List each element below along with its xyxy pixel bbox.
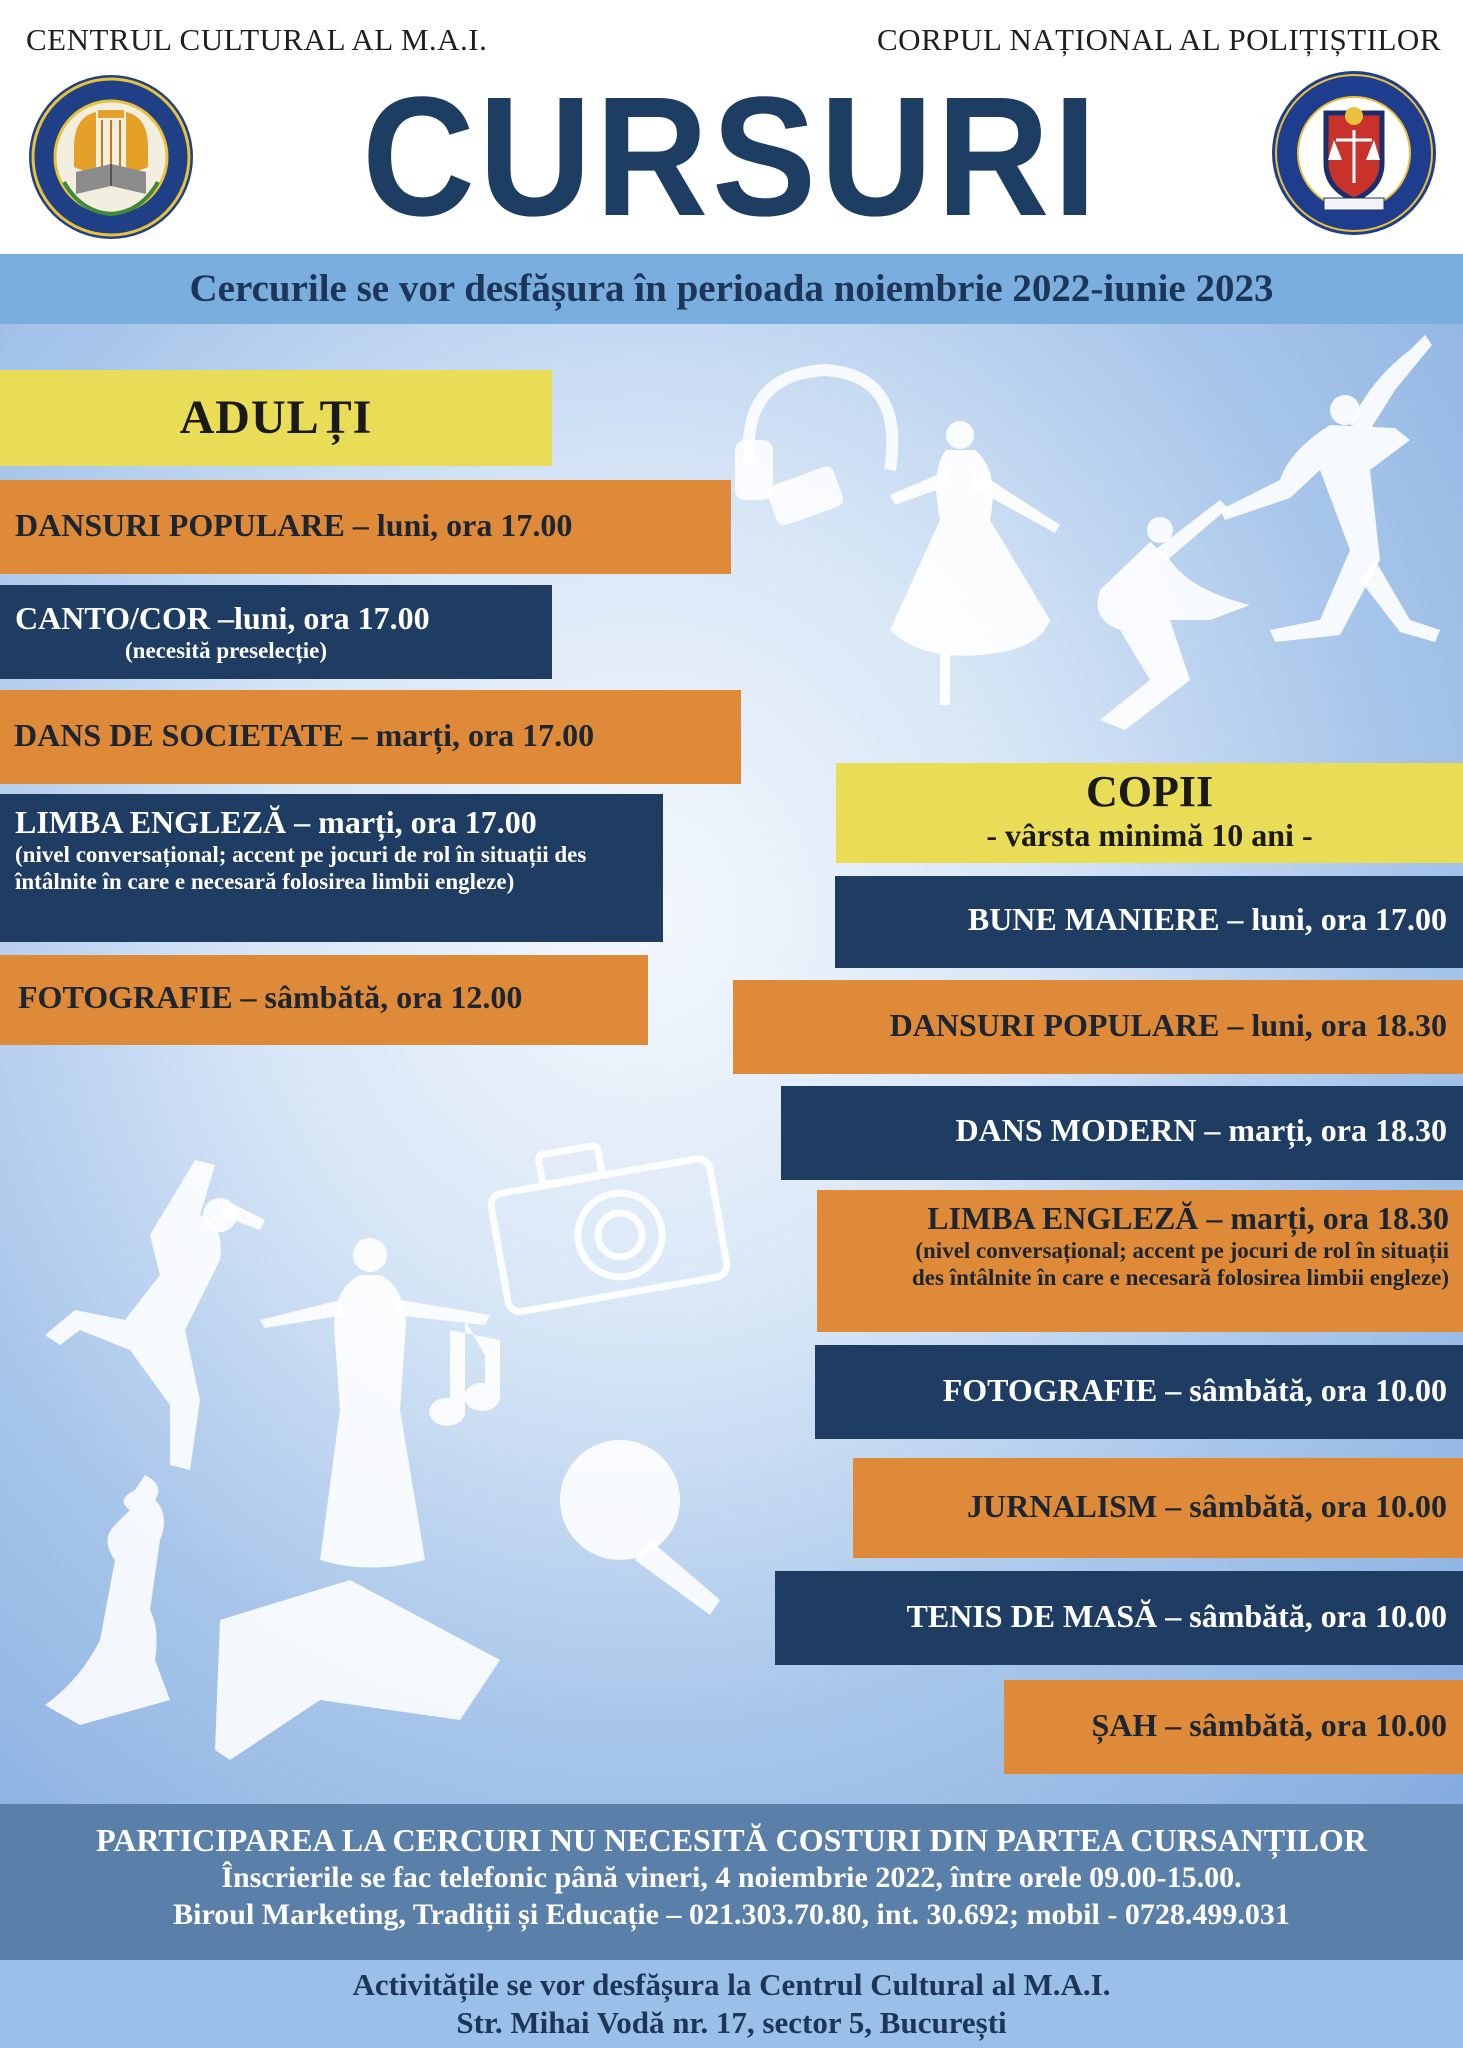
child-course-modern-dance xyxy=(781,1086,1463,1180)
course-label: DANSURI POPULARE – luni, ora 18.30 xyxy=(889,1007,1447,1043)
child-course-table-tennis xyxy=(775,1571,1463,1665)
course-label: DANSURI POPULARE – luni, ora 17.00 xyxy=(15,507,573,543)
course-note: (necesită preselecție) xyxy=(125,638,328,663)
course-label: LIMBA ENGLEZĂ – marți, ora 18.30 xyxy=(927,1200,1449,1236)
adults-section-title xyxy=(0,370,552,466)
course-label: DANS MODERN – marți, ora 18.30 xyxy=(955,1112,1447,1148)
footer-venue-band xyxy=(0,1960,1463,2048)
course-note: (nivel conversațional; accent pe jocuri de rol în situații des întâlnite în care e necesară folosirea limbii engleze) xyxy=(15,842,587,894)
child-course-english xyxy=(817,1190,1463,1332)
adult-course-choir xyxy=(0,585,552,679)
course-label: BUNE MANIERE – luni, ora 17.00 xyxy=(967,901,1447,937)
footer-info-band xyxy=(0,1804,1463,1960)
course-note: (nivel conversațional; accent pe jocuri de rol în situații des întâlnite în care e necesară folosirea limbii engleze) xyxy=(912,1238,1449,1290)
children-subtitle-text: - vârsta minimă 10 ani - xyxy=(986,817,1313,853)
address-text: Str. Mihai Vodă nr. 17, sector 5, București xyxy=(456,2005,1007,2040)
child-course-good-manners xyxy=(835,876,1463,968)
page-title: CURSURI xyxy=(362,62,1101,252)
right-organization-name: CORPUL NAȚIONAL AL POLIȚIȘTILOR xyxy=(877,22,1441,57)
period-banner xyxy=(0,254,1463,324)
course-label: CANTO/COR –luni, ora 17.00 xyxy=(15,600,430,636)
adult-course-ballroom-dance xyxy=(0,690,741,784)
venue-text: Activitățile se vor desfășura la Centrul Cultural al M.A.I. xyxy=(352,1967,1111,2002)
child-course-chess xyxy=(1004,1680,1463,1774)
left-organization-name: CENTRUL CULTURAL AL M.A.I. xyxy=(26,22,488,57)
adult-course-photography xyxy=(0,955,648,1045)
registration-info: Înscrierile se fac telefonic până vineri, 4 noiembrie 2022, între orele 09.00-15.00. xyxy=(221,1861,1242,1894)
cost-note: PARTICIPAREA LA CERCURI NU NECESITĂ COSTURI DIN PARTEA CURSANȚILOR xyxy=(96,1822,1367,1858)
course-label: TENIS DE MASĂ – sâmbătă, ora 10.00 xyxy=(906,1598,1447,1634)
course-label: ȘAH – sâmbătă, ora 10.00 xyxy=(1091,1707,1447,1743)
course-label: FOTOGRAFIE – sâmbătă, ora 12.00 xyxy=(18,979,523,1015)
child-course-photography xyxy=(815,1345,1463,1439)
contact-info: Biroul Marketing, Tradiții și Educație – 021.303.70.80, int. 30.692; mobil - 0728.499.031 xyxy=(173,1898,1290,1931)
course-label: FOTOGRAFIE – sâmbătă, ora 10.00 xyxy=(942,1372,1447,1408)
adults-title-text: ADULȚI xyxy=(179,391,373,444)
child-course-journalism xyxy=(853,1458,1463,1558)
adult-course-folk-dance xyxy=(0,480,731,574)
police-corps-emblem-icon xyxy=(1270,68,1438,238)
camera-icon xyxy=(490,1135,730,1305)
mai-cultural-center-emblem-icon xyxy=(26,72,196,242)
course-label: LIMBA ENGLEZĂ – marți, ora 17.00 xyxy=(15,804,537,840)
dancers-silhouette-icon xyxy=(850,320,1450,740)
adult-course-english xyxy=(0,794,663,942)
children-title-text: COPII xyxy=(1085,767,1214,816)
period-text: Cercurile se vor desfășura în perioada noiembrie 2022-iunie 2023 xyxy=(189,267,1274,310)
child-course-folk-dance xyxy=(733,980,1463,1074)
course-label: JURNALISM – sâmbătă, ora 10.00 xyxy=(967,1488,1447,1524)
course-label: DANS DE SOCIETATE – marți, ora 17.00 xyxy=(14,717,595,753)
children-section-title xyxy=(836,763,1463,863)
